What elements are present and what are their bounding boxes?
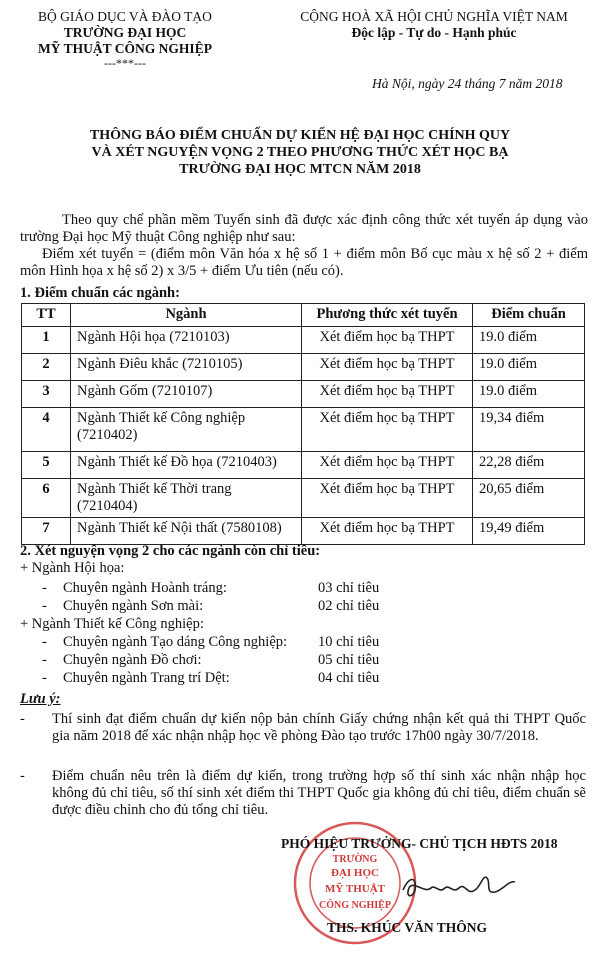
list-dash: - — [42, 670, 47, 686]
list-item-name: Chuyên ngành Hoành tráng: — [63, 580, 227, 596]
handwritten-signature — [395, 868, 525, 904]
cutoff-score: 19.0 điểm — [473, 327, 585, 354]
major-name: Ngành Thiết kế Nội thất (7580108) — [71, 518, 302, 545]
scores-table — [21, 303, 585, 545]
major-name: Ngành Thiết kế Đồ họa (7210403) — [71, 452, 302, 479]
admission-method: Xét điểm học bạ THPT — [302, 354, 473, 381]
header-ornament: ---***--- — [104, 56, 146, 70]
seal-text-3: MỸ THUẬT — [325, 883, 385, 895]
row-number: 4 — [22, 408, 71, 452]
table-row — [22, 327, 585, 354]
row-number: 3 — [22, 381, 71, 408]
list-item-name: Chuyên ngành Tạo dáng Công nghiệp: — [63, 634, 288, 650]
table-header-row — [22, 304, 585, 327]
table-row — [22, 518, 585, 545]
cutoff-score: 19.0 điểm — [473, 354, 585, 381]
group-label-painting: + Ngành Hội họa: — [20, 560, 125, 576]
list-item-name: Chuyên ngành Sơn mài: — [63, 598, 204, 614]
cutoff-score: 20,65 điểm — [473, 479, 585, 518]
admission-method: Xét điểm học bạ THPT — [302, 408, 473, 452]
major-name: Ngành Gốm (7210107) — [71, 381, 302, 408]
column-header-tt: TT — [22, 304, 71, 327]
major-name: Ngành Điêu khắc (7210105) — [71, 354, 302, 381]
cutoff-score: 19,49 điểm — [473, 518, 585, 545]
list-item-quota: 03 chỉ tiêu — [318, 580, 380, 596]
note-1: Thí sinh đạt điểm chuẩn dự kiến nộp bản chính Giấy chứng nhận kết quả thi THPT Quốc gia năm 2018 để xác nhận nhập học về phòng Đào tạo trước 17h00 ngày 30/7/2018. — [52, 711, 586, 744]
column-header-score: Điểm chuẩn — [473, 304, 585, 327]
notes-heading: Lưu ý: — [20, 691, 61, 707]
list-dash: - — [42, 652, 47, 668]
header-left — [10, 9, 240, 69]
note-dash: - — [20, 768, 25, 784]
major-name: Ngành Thiết kế Thời trang (7210404) — [71, 479, 302, 518]
table-row — [22, 408, 585, 452]
row-number: 6 — [22, 479, 71, 518]
cutoff-score: 19,34 điểm — [473, 408, 585, 452]
section2-heading: 2. Xét nguyện vọng 2 cho các ngành còn chỉ tiêu: — [20, 543, 321, 559]
note-dash: - — [20, 711, 25, 727]
list-item-quota: 10 chỉ tiêu — [318, 634, 380, 650]
list-item-quota: 04 chỉ tiêu — [318, 670, 380, 686]
table-row — [22, 452, 585, 479]
table-row — [22, 354, 585, 381]
signer-name: THS. KHÚC VĂN THÔNG — [327, 920, 488, 935]
row-number: 2 — [22, 354, 71, 381]
title-line2: VÀ XÉT NGUYỆN VỌNG 2 THEO PHƯƠNG THỨC XÉT HỌC BẠ — [91, 145, 509, 160]
seal-text-2: ĐẠI HỌC — [331, 867, 379, 879]
column-header-major: Ngành — [71, 304, 302, 327]
row-number: 7 — [22, 518, 71, 545]
header-right — [268, 9, 600, 41]
column-header-method: Phương thức xét tuyển — [302, 304, 473, 327]
major-name: Ngành Hội họa (7210103) — [71, 327, 302, 354]
intro-paragraph: Theo quy chế phần mềm Tuyển sinh đã được xác định công thức xét tuyển áp dụng vào trường Đại học Mỹ thuật Công nghiệp như sau: — [20, 212, 588, 245]
row-number: 5 — [22, 452, 71, 479]
list-item-quota: 05 chỉ tiêu — [318, 652, 380, 668]
seal-text-4: CÔNG NGHIỆP — [319, 900, 391, 911]
list-item-name: Chuyên ngành Trang trí Dệt: — [63, 670, 230, 686]
title-line3: TRƯỜNG ĐẠI HỌC MTCN NĂM 2018 — [179, 162, 421, 177]
title-line1: THÔNG BÁO ĐIỂM CHUẨN DỰ KIẾN HỆ ĐẠI HỌC CHÍNH QUY — [89, 128, 511, 143]
list-dash: - — [42, 580, 47, 596]
ministry-name: BỘ GIÁO DỤC VÀ ĐÀO TẠO — [38, 9, 212, 24]
list-dash: - — [42, 634, 47, 650]
row-number: 1 — [22, 327, 71, 354]
list-item-name: Chuyên ngành Đồ chơi: — [63, 652, 202, 668]
admission-method: Xét điểm học bạ THPT — [302, 479, 473, 518]
national-motto-line1: CỘNG HOÀ XÃ HỘI CHỦ NGHĨA VIỆT NAM — [300, 9, 568, 24]
admission-method: Xét điểm học bạ THPT — [302, 327, 473, 354]
list-dash: - — [42, 598, 47, 614]
formula-paragraph: Điểm xét tuyển = (điểm môn Văn hóa x hệ số 1 + điểm môn Bố cục màu x hệ số 2 + điểm môn Hình họa x hệ số 2) x 3/5 + điểm Ưu tiên (nếu có). — [20, 246, 588, 279]
section1-heading: 1. Điểm chuẩn các ngành: — [20, 285, 180, 301]
signer-title: PHÓ HIỆU TRƯỞNG- CHỦ TỊCH HĐTS 2018 — [281, 836, 558, 851]
admission-method: Xét điểm học bạ THPT — [302, 452, 473, 479]
seal-text-1: TRƯỜNG — [332, 854, 378, 865]
major-name: Ngành Thiết kế Công nghiệp (7210402) — [71, 408, 302, 452]
group-label-industrial-design: + Ngành Thiết kế Công nghiệp: — [20, 616, 204, 632]
note-2: Điểm chuẩn nêu trên là điểm dự kiến, trong trường hợp số thí sinh xác nhận nhập học không đủ chỉ tiêu, số thí sinh xét điểm thi THPT Quốc gia không đủ chỉ tiêu, điểm chuẩn sẽ được điều chỉnh cho đủ tổng chỉ tiêu. — [52, 768, 586, 818]
cutoff-score: 22,28 điểm — [473, 452, 585, 479]
document-title — [0, 127, 600, 178]
school-name-line2: MỸ THUẬT CÔNG NGHIỆP — [38, 41, 212, 56]
table-row — [22, 381, 585, 408]
list-item-quota: 02 chỉ tiêu — [318, 598, 380, 614]
cutoff-score: 19.0 điểm — [473, 381, 585, 408]
national-motto-line2: Độc lập - Tự do - Hạnh phúc — [351, 25, 517, 40]
admission-method: Xét điểm học bạ THPT — [302, 518, 473, 545]
school-name-line1: TRƯỜNG ĐẠI HỌC — [63, 25, 187, 40]
document-date: Hà Nội, ngày 24 tháng 7 năm 2018 — [372, 76, 563, 91]
table-row — [22, 479, 585, 518]
admission-method: Xét điểm học bạ THPT — [302, 381, 473, 408]
